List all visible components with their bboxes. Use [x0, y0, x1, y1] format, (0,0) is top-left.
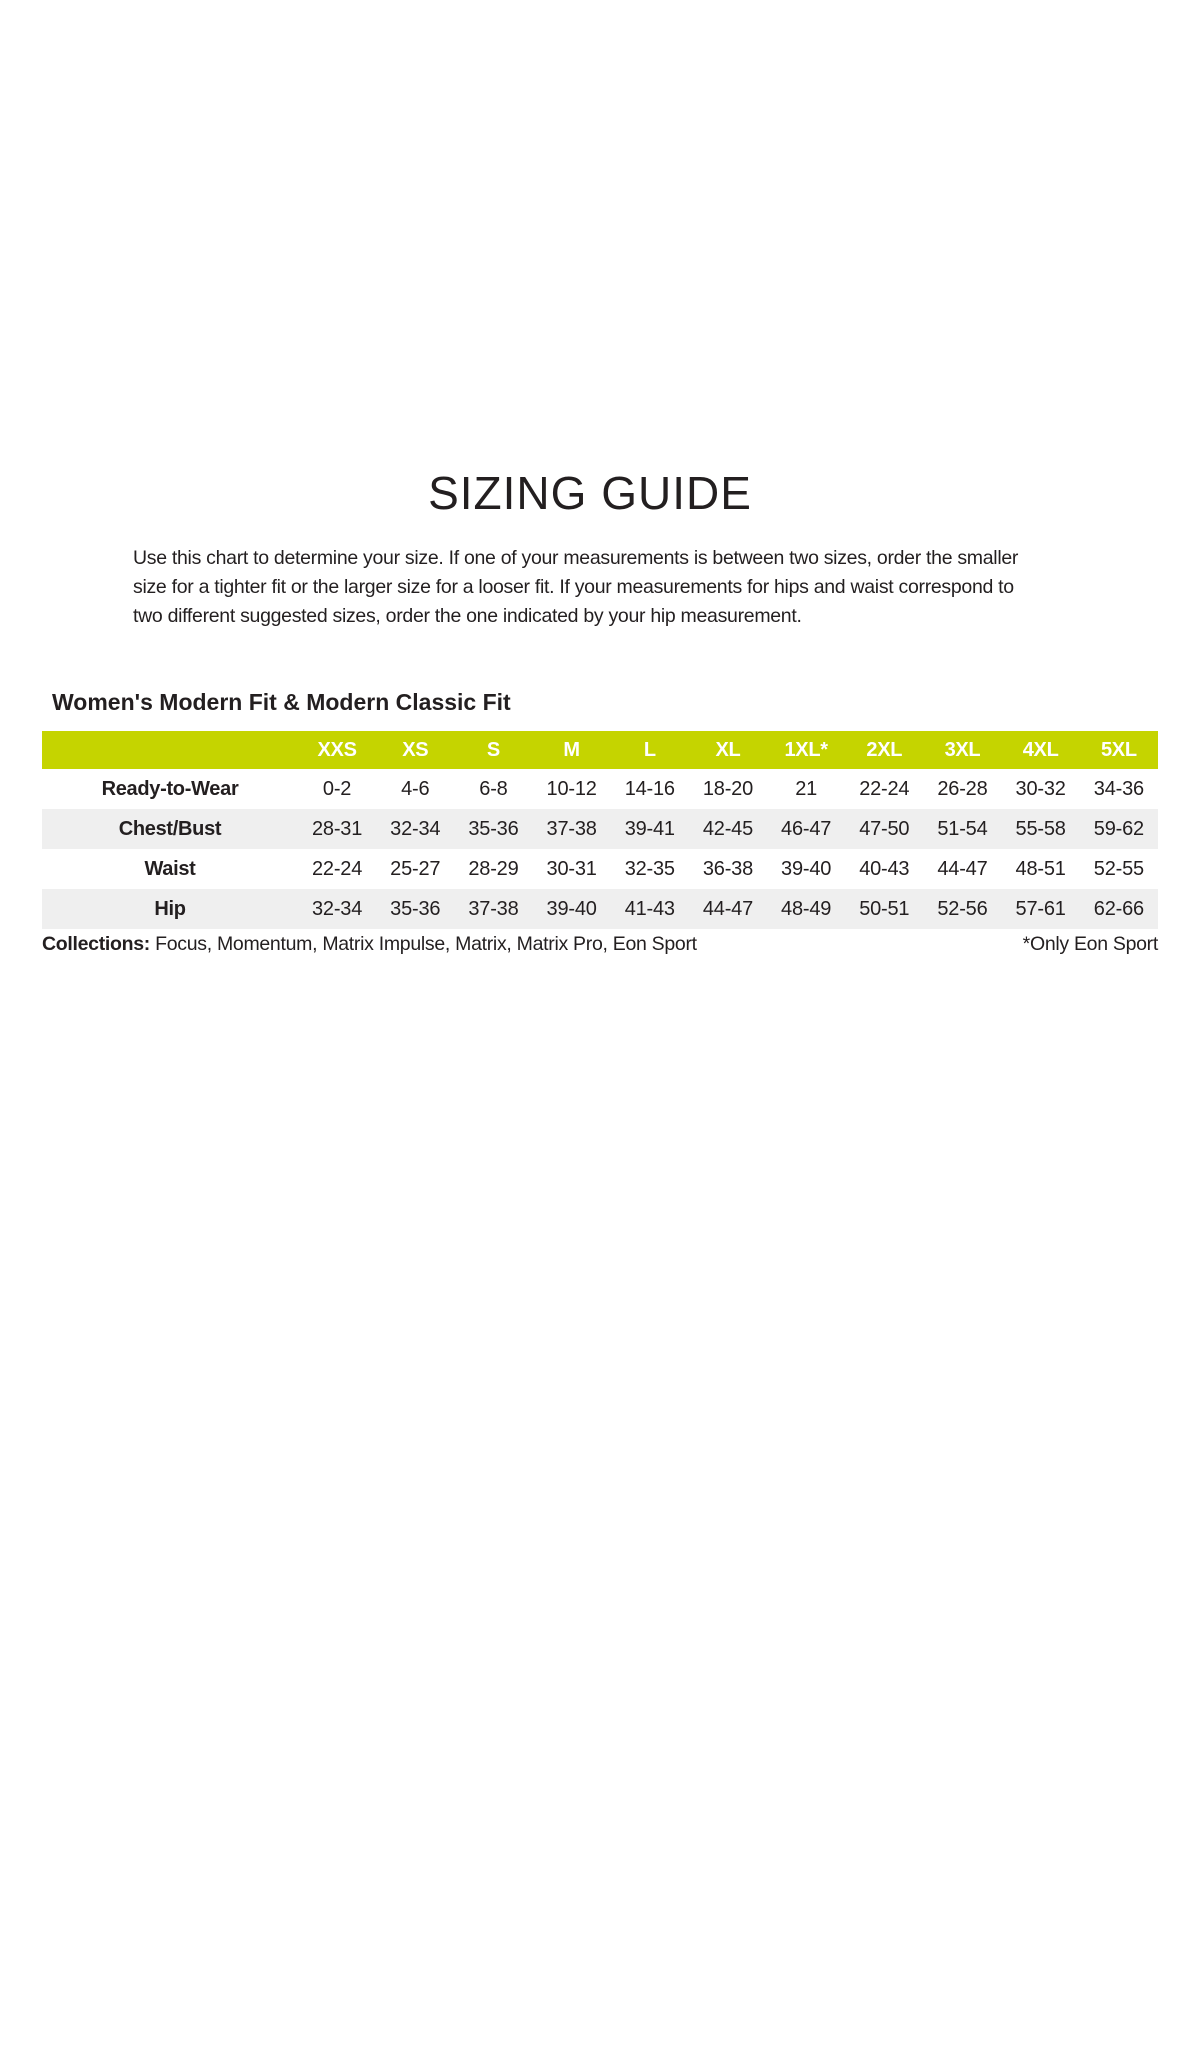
size-value-cell: 28-29 [468, 857, 519, 880]
size-header-row [42, 731, 1158, 769]
table-row-hip [42, 889, 1158, 929]
size-value-cell: 18-20 [702, 777, 754, 800]
table-row-ready-to-wear [42, 769, 1158, 809]
row-label: Waist [144, 857, 196, 880]
size-value-cell: 22-24 [859, 777, 910, 800]
section-heading-womens-modern-fit: Women's Modern Fit & Modern Classic Fit [52, 689, 511, 715]
size-value-cell: 0-2 [322, 777, 352, 800]
size-value-cell: 47-50 [859, 817, 910, 840]
size-value-cell: 42-45 [702, 817, 754, 840]
size-value-cell: 34-36 [1093, 777, 1144, 800]
table-row-chest-bust [42, 809, 1158, 849]
size-value-cell: 10-12 [546, 777, 597, 800]
intro-paragraph [133, 544, 1200, 631]
size-value-cell: 48-51 [1015, 857, 1066, 880]
row-label: Ready-to-Wear [101, 777, 239, 800]
intro-line-3: two different suggested sizes, order the one indicated by your hip measurement. [133, 605, 802, 627]
size-value-cell: 28-31 [312, 817, 363, 840]
size-col-header-l: L [643, 738, 656, 761]
size-value-cell: 41-43 [624, 897, 675, 920]
size-value-cell: 50-51 [859, 897, 910, 920]
size-value-cell: 6-8 [479, 777, 508, 800]
size-value-cell: 55-58 [1015, 817, 1066, 840]
size-value-cell: 36-38 [702, 857, 754, 880]
size-value-cell: 30-31 [546, 857, 597, 880]
size-value-cell: 4-6 [401, 777, 430, 800]
footer-line [42, 933, 1158, 956]
size-col-header-xxs: XXS [317, 738, 357, 761]
size-value-cell: 22-24 [312, 857, 363, 880]
sizing-table [42, 731, 1158, 929]
size-value-cell: 30-32 [1015, 777, 1066, 800]
size-value-cell: 44-47 [702, 897, 754, 920]
size-value-cell: 21 [795, 777, 818, 800]
size-value-cell: 52-55 [1093, 857, 1144, 880]
size-value-cell: 39-41 [624, 817, 675, 840]
size-value-cell: 51-54 [937, 817, 988, 840]
size-header-empty-cell [42, 731, 298, 769]
collections-label: Collections: [42, 933, 150, 955]
size-value-cell: 37-38 [468, 897, 519, 920]
size-value-cell: 32-34 [312, 897, 363, 920]
intro-line-2: size for a tighter fit or the larger size for a looser fit. If your measurements for hips and waist correspond to [133, 576, 1014, 598]
size-value-cell: 52-56 [937, 897, 988, 920]
collections-text [42, 933, 697, 956]
size-col-header-4xl: 4XL [1022, 738, 1059, 761]
size-col-header-xs: XS [402, 738, 429, 761]
size-value-cell: 37-38 [546, 817, 597, 840]
only-eon-sport-footnote: *Only Eon Sport [1022, 933, 1158, 955]
size-value-cell: 57-61 [1015, 897, 1066, 920]
size-value-cell: 44-47 [937, 857, 988, 880]
intro-line-1: Use this chart to determine your size. If one of your measurements is between two sizes, order the smaller [133, 547, 1019, 569]
size-value-cell: 32-34 [390, 817, 441, 840]
size-value-cell: 46-47 [781, 817, 832, 840]
size-col-header-3xl: 3XL [944, 738, 981, 761]
size-value-cell: 26-28 [937, 777, 988, 800]
table-row-waist [42, 849, 1158, 889]
row-label: Chest/Bust [118, 817, 222, 840]
size-col-header-m: M [563, 738, 580, 761]
size-value-cell: 35-36 [390, 897, 441, 920]
size-col-header-s: S [486, 738, 500, 761]
size-value-cell: 40-43 [859, 857, 910, 880]
size-col-header-5xl: 5XL [1100, 738, 1137, 761]
size-value-cell: 39-40 [781, 857, 832, 880]
size-col-header-2xl: 2XL [866, 738, 903, 761]
size-col-header-1xl: 1XL* [784, 738, 828, 761]
size-value-cell: 39-40 [546, 897, 597, 920]
size-value-cell: 35-36 [468, 817, 519, 840]
size-value-cell: 48-49 [781, 897, 832, 920]
size-value-cell: 62-66 [1093, 897, 1144, 920]
collections-list: Focus, Momentum, Matrix Impulse, Matrix, Matrix Pro, Eon Sport [150, 933, 697, 955]
size-col-header-xl: XL [715, 738, 741, 761]
size-value-cell: 32-35 [624, 857, 675, 880]
size-value-cell: 25-27 [390, 857, 441, 880]
page-title: SIZING GUIDE [428, 467, 752, 519]
size-value-cell: 14-16 [624, 777, 675, 800]
size-value-cell: 59-62 [1093, 817, 1144, 840]
row-label: Hip [154, 897, 186, 920]
